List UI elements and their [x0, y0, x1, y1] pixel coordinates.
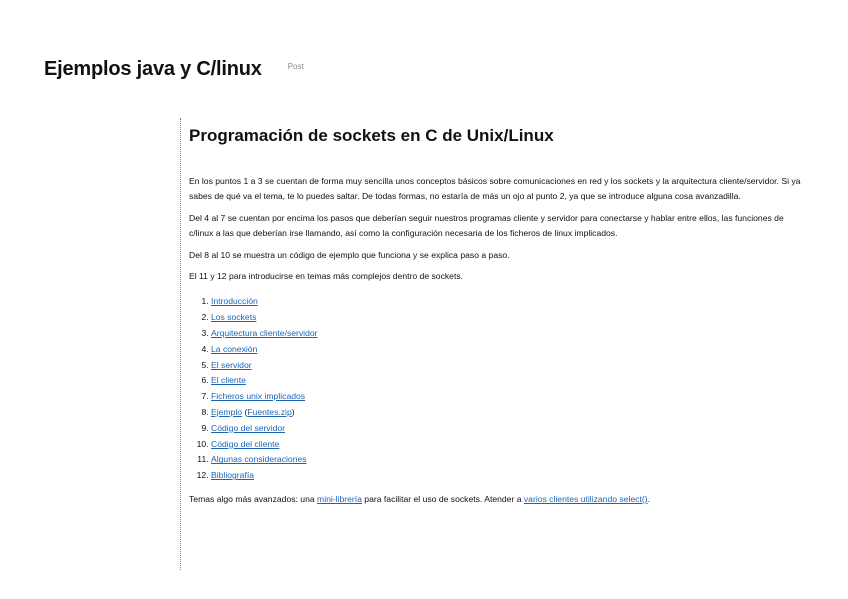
toc-item	[211, 421, 810, 437]
advanced-middle: para facilitar el uso de sockets. Atender a	[361, 494, 524, 504]
toc-link-codigo-cliente[interactable]: Código del cliente	[211, 438, 280, 449]
mini-libreria-link[interactable]: mini-librería	[317, 494, 362, 504]
toc-item	[211, 358, 810, 374]
toc-item	[211, 310, 810, 326]
page-title: Programación de sockets en C de Unix/Linux	[189, 126, 554, 145]
post-tag: Post	[287, 62, 304, 71]
toc-link-bibliografia[interactable]: Bibliografía	[211, 470, 254, 481]
advanced-topics-paragraph	[189, 492, 810, 507]
toc-link-la-conexion[interactable]: La conexión	[211, 343, 258, 354]
toc-link-los-sockets[interactable]: Los sockets	[211, 312, 257, 323]
toc-item	[211, 342, 810, 358]
toc-item	[211, 452, 810, 468]
advanced-suffix: .	[647, 494, 650, 504]
toc-link-ejemplo[interactable]: Ejemplo	[211, 407, 243, 418]
toc-item	[211, 437, 810, 453]
toc-item	[211, 373, 810, 389]
toc-item	[211, 326, 810, 342]
site-title[interactable]: Ejemplos java y C/linux	[44, 58, 262, 80]
toc-item	[211, 294, 810, 310]
toc-link-ficheros-unix[interactable]: Ficheros unix implicados	[211, 391, 306, 402]
article-content	[180, 118, 810, 570]
intro-paragraph-2: Del 4 al 7 se cuentan por encima los pasos que deberían seguir nuestros programas cliente y servidor para conectarse y hablar entre ellos, las funciones de c/linux a las que deberían irse llamando, así como la configuración necesaria de los ficheros de linux implicados.	[189, 212, 784, 239]
toc-link-el-servidor[interactable]: El servidor	[211, 359, 252, 370]
toc-item	[211, 468, 810, 484]
toc-link-codigo-servidor[interactable]: Código del servidor	[211, 422, 286, 433]
select-clients-link[interactable]: varios clientes utilizando select()	[523, 494, 648, 504]
site-header	[44, 58, 304, 81]
toc-link-arquitectura[interactable]: Arquitectura cliente/servidor	[211, 328, 318, 339]
fuentes-zip-link[interactable]: Fuentes.zip	[247, 407, 292, 418]
toc-item	[211, 389, 810, 405]
intro-paragraph-4: El 11 y 12 para introducirse en temas más complejos dentro de sockets.	[189, 271, 464, 282]
toc-link-el-cliente[interactable]: El cliente	[211, 375, 246, 386]
toc-link-introduccion[interactable]: Introducción	[211, 296, 258, 307]
intro-paragraph-1: En los puntos 1 a 3 se cuentan de forma muy sencilla unos conceptos básicos sobre comunicaciones en red y los sockets y la arquitectura cliente/servidor. Si ya sabes de qué va el tema, te lo puedes saltar. De todas formas, no estaría de más un ojo al punto 2, ya que se introduce alguna cosa avanzadilla.	[189, 176, 801, 202]
toc-item: 8. Ejemplo (Fuentes.zip)	[211, 405, 810, 421]
table-of-contents	[189, 294, 810, 484]
toc-link-consideraciones[interactable]: Algunas consideraciones	[211, 454, 307, 465]
intro-paragraph-3: Del 8 al 10 se muestra un código de ejemplo que funciona y se explica paso a paso.	[189, 249, 510, 260]
advanced-prefix: Temas algo más avanzados: una	[189, 494, 318, 504]
